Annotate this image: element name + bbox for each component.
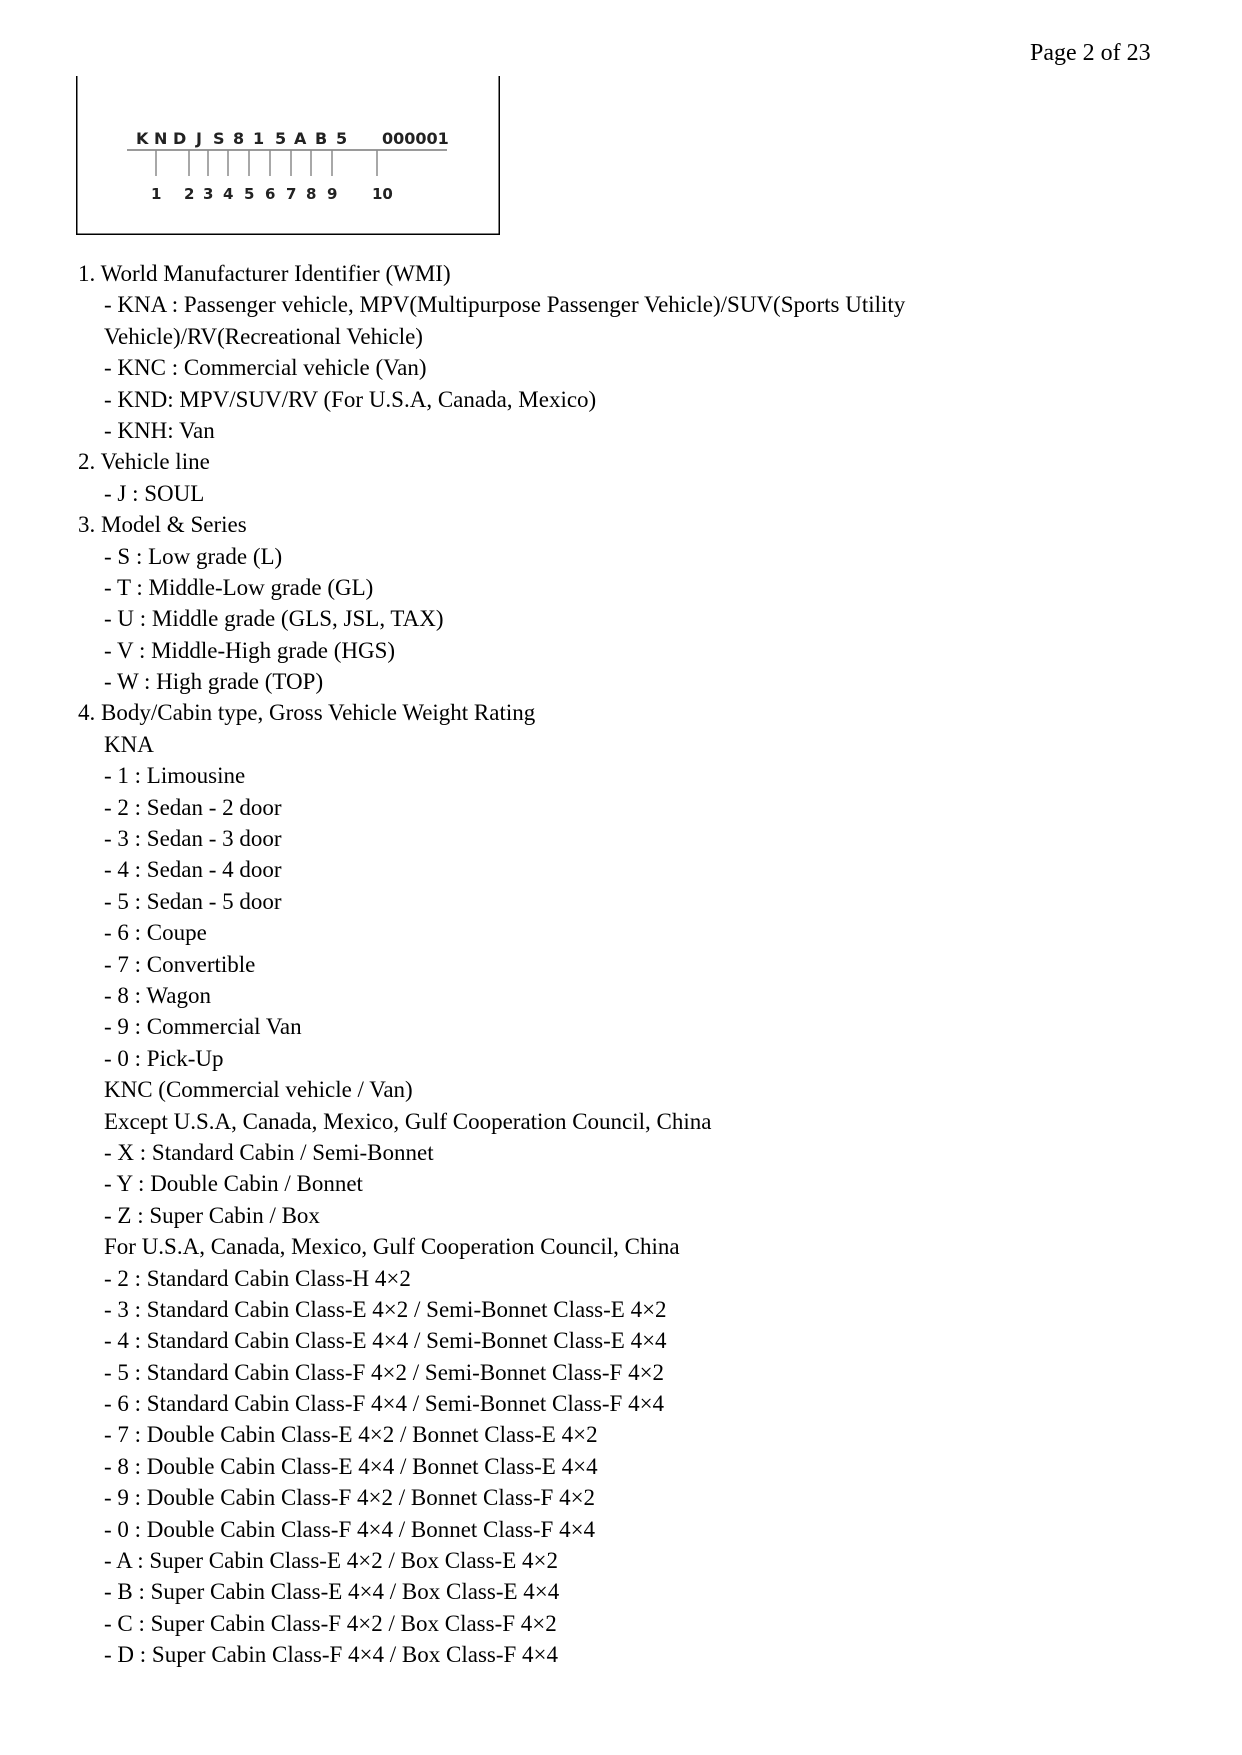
section-line: Vehicle)/RV(Recreational Vehicle) [104, 323, 423, 349]
section-line: - V : Middle-High grade (HGS) [104, 637, 396, 663]
vin-character: B [315, 129, 328, 148]
section-line: - S : Low grade (L) [104, 543, 283, 569]
section-line: - 9 : Double Cabin Class-F 4×2 / Bonnet Class-F 4×2 [104, 1485, 596, 1511]
section-line: - C : Super Cabin Class-F 4×2 / Box Class-F 4×2 [104, 1610, 557, 1636]
vin-diagram-svg [76, 76, 500, 235]
section-line: - 8 : Double Cabin Class-E 4×4 / Bonnet Class-E 4×4 [104, 1453, 598, 1479]
vin-position-number: 7 [286, 185, 297, 203]
section-line: - 5 : Sedan - 5 door [104, 888, 282, 914]
vin-position-numbers [151, 185, 393, 203]
section-line: - 3 : Sedan - 3 door [104, 826, 282, 852]
vin-position-number: 1 [151, 185, 162, 203]
section-line: - 4 : Sedan - 4 door [104, 857, 282, 883]
vin-characters [136, 129, 449, 148]
vin-character: A [294, 129, 307, 148]
section-line: - B : Super Cabin Class-E 4×4 / Box Class-E 4×4 [104, 1579, 560, 1605]
section-line: - 6 : Coupe [104, 920, 207, 946]
section-line: - 2 : Sedan - 2 door [104, 794, 282, 820]
section-heading: 1. World Manufacturer Identifier (WMI) [78, 261, 451, 286]
section-line: - 4 : Standard Cabin Class-E 4×4 / Semi-Bonnet Class-E 4×4 [104, 1328, 667, 1354]
section-heading: 3. Model & Series [78, 512, 247, 538]
section-line: For U.S.A, Canada, Mexico, Gulf Cooperation Council, China [104, 1234, 680, 1260]
vin-character: 8 [233, 129, 245, 148]
section-line: - Y : Double Cabin / Bonnet [104, 1171, 363, 1197]
section-line: - 8 : Wagon [104, 982, 211, 1008]
section-line: - W : High grade (TOP) [104, 669, 324, 695]
section-line: - KNA : Passenger vehicle, MPV(Multipurpose Passenger Vehicle)/SUV(Sports Utility [104, 292, 906, 318]
section-line: - 3 : Standard Cabin Class-E 4×2 / Semi-Bonnet Class-E 4×2 [104, 1296, 667, 1322]
section-line: - 0 : Pick-Up [104, 1045, 224, 1071]
page-number: Page 2 of 23 [1030, 40, 1151, 66]
section-line: - 1 : Limousine [104, 763, 246, 789]
section-line: - D : Super Cabin Class-F 4×4 / Box Class-F 4×4 [104, 1642, 559, 1668]
section-line: - J : SOUL [104, 480, 205, 506]
section-line: - 9 : Commercial Van [104, 1014, 302, 1040]
section-line: - 2 : Standard Cabin Class-H 4×2 [104, 1265, 411, 1291]
vin-character: 5 [275, 129, 287, 148]
section-line: - X : Standard Cabin / Semi-Bonnet [104, 1139, 434, 1165]
section-line: - 7 : Convertible [104, 951, 256, 977]
vin-position-number: 4 [223, 185, 234, 203]
section-line: - KNH: Van [104, 417, 215, 443]
section-heading: 4. Body/Cabin type, Gross Vehicle Weight Rating [78, 700, 536, 726]
section-line: - KNC : Commercial vehicle (Van) [104, 355, 427, 381]
section-line: - U : Middle grade (GLS, JSL, TAX) [104, 606, 444, 632]
vin-position-number: 8 [306, 185, 317, 203]
vin-position-number: 10 [372, 185, 393, 203]
vin-position-number: 6 [265, 185, 276, 203]
vin-position-number: 9 [327, 185, 338, 203]
vin-character: K [136, 129, 149, 148]
vin-position-number: 5 [244, 185, 255, 203]
section-line: - KND: MPV/SUV/RV (For U.S.A, Canada, Mexico) [104, 386, 597, 412]
section-line: - 6 : Standard Cabin Class-F 4×4 / Semi-Bonnet Class-F 4×4 [104, 1391, 665, 1417]
vin-character: 1 [253, 129, 265, 148]
section-heading: 2. Vehicle line [78, 449, 210, 475]
vin-character: 5 [336, 129, 348, 148]
vin-diagram [76, 76, 500, 235]
vin-description-list [78, 258, 1178, 1671]
section-line: - A : Super Cabin Class-E 4×2 / Box Class-E 4×2 [104, 1548, 558, 1574]
vin-ticks [156, 150, 377, 176]
section-line: KNC (Commercial vehicle / Van) [104, 1077, 413, 1103]
vin-character: N [154, 129, 168, 148]
vin-position-number: 3 [203, 185, 214, 203]
section-line: - 0 : Double Cabin Class-F 4×4 / Bonnet Class-F 4×4 [104, 1516, 596, 1542]
section-line: - T : Middle-Low grade (GL) [104, 574, 374, 600]
section-line: - Z : Super Cabin / Box [104, 1202, 320, 1228]
vin-character: J [196, 129, 202, 148]
vin-character: 000001 [382, 129, 449, 148]
section-line: - 7 : Double Cabin Class-E 4×2 / Bonnet Class-E 4×2 [104, 1422, 598, 1448]
section-line: Except U.S.A, Canada, Mexico, Gulf Cooperation Council, China [104, 1108, 712, 1134]
section-line: - 5 : Standard Cabin Class-F 4×2 / Semi-Bonnet Class-F 4×2 [104, 1359, 665, 1385]
vin-position-number: 2 [184, 185, 195, 203]
vin-character: D [173, 129, 187, 148]
section-line: KNA [104, 731, 154, 757]
vin-character: S [213, 129, 225, 148]
